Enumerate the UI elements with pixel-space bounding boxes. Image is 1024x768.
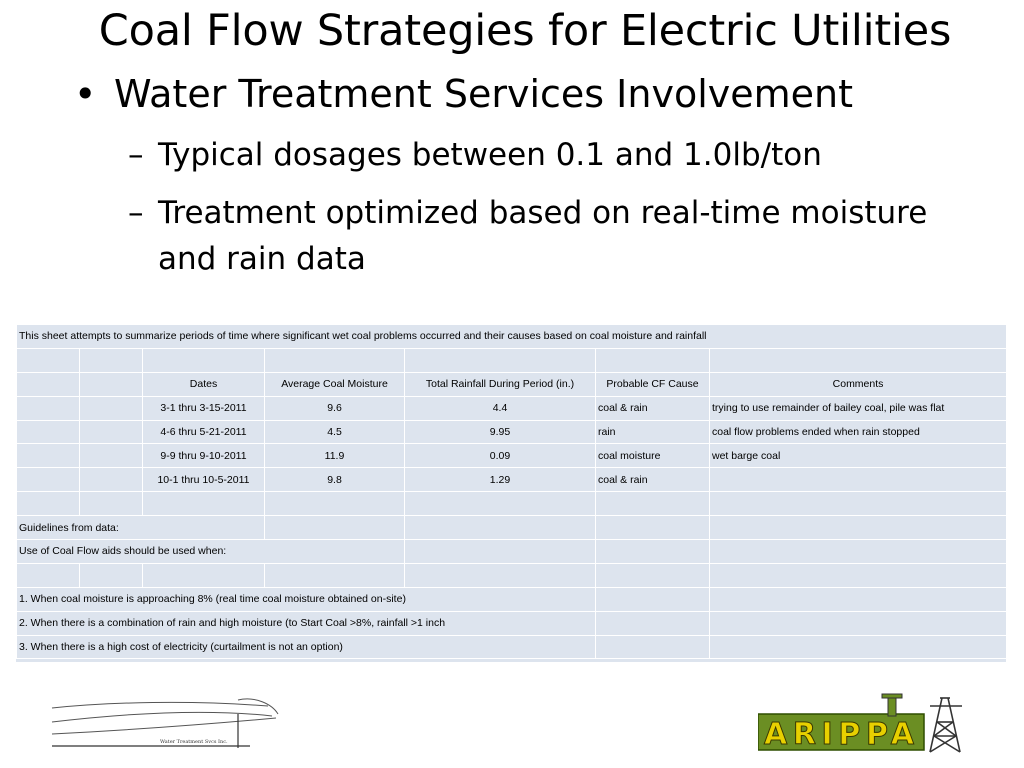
header-dates: Dates <box>143 372 265 396</box>
intro-cell: This sheet attempts to summarize periods of time where significant wet coal problems occurred and their causes based on coal moisture and rainfall <box>17 325 1007 349</box>
guideline-item: 2. When there is a combination of rain and high moisture (to Start Coal >8%, rainfall >1 inch <box>17 611 596 635</box>
cell-comment <box>710 468 1007 492</box>
table-row <box>17 420 1007 444</box>
arippa-text: ARIPPA <box>764 717 914 752</box>
bullet-dot: • <box>74 72 97 116</box>
guidelines-label: Guidelines from data: <box>17 516 265 540</box>
cell-cause: coal & rain <box>596 396 710 420</box>
cell-cause: coal & rain <box>596 468 710 492</box>
cell-cause: coal moisture <box>596 444 710 468</box>
cell-dates: 3-1 thru 3-15-2011 <box>143 396 265 420</box>
slide-title: Coal Flow Strategies for Electric Utilities <box>98 6 952 56</box>
sub-bullet-dosages <box>128 132 822 178</box>
intro-row <box>17 325 1007 349</box>
water-treatment-logo <box>50 694 280 752</box>
cell-moisture: 9.8 <box>265 468 405 492</box>
cell-moisture: 4.5 <box>265 420 405 444</box>
blank-row <box>17 348 1007 372</box>
cell-rainfall: 1.29 <box>405 468 596 492</box>
table-row <box>17 396 1007 420</box>
guideline-row <box>17 587 1007 611</box>
coal-data-table <box>16 324 1007 659</box>
main-bullet-text: Water Treatment Services Involvement <box>114 72 853 116</box>
cell-comment: trying to use remainder of bailey coal, pile was flat <box>710 396 1007 420</box>
cell-comment: wet barge coal <box>710 444 1007 468</box>
cell-cause: rain <box>596 420 710 444</box>
guideline-item: 1. When coal moisture is approaching 8% (real time coal moisture obtained on-site) <box>17 587 596 611</box>
cell-rainfall: 4.4 <box>405 396 596 420</box>
header-rainfall: Total Rainfall During Period (in.) <box>405 372 596 396</box>
sub-bullet-treatment <box>128 190 1008 282</box>
dash-marker: – <box>128 195 144 231</box>
use-label: Use of Coal Flow aids should be used when: <box>17 540 405 564</box>
header-cause: Probable CF Cause <box>596 372 710 396</box>
main-bullet <box>74 70 853 118</box>
cell-comment: coal flow problems ended when rain stopped <box>710 420 1007 444</box>
dash-marker: – <box>128 137 144 173</box>
cell-rainfall: 9.95 <box>405 420 596 444</box>
guideline-row <box>17 635 1007 659</box>
sub-bullet-text: Treatment optimized based on real-time moisture <box>158 195 928 231</box>
table-row <box>17 468 1007 492</box>
cell-dates: 4-6 thru 5-21-2011 <box>143 420 265 444</box>
cell-moisture: 11.9 <box>265 444 405 468</box>
table-row <box>17 444 1007 468</box>
tower-icon <box>930 698 962 752</box>
guideline-row <box>17 611 1007 635</box>
logo-caption: Water Treatment Svcs Inc. <box>160 739 228 745</box>
header-comments: Comments <box>710 372 1007 396</box>
cell-dates: 9-9 thru 9-10-2011 <box>143 444 265 468</box>
use-label-row <box>17 540 1007 564</box>
arippa-logo <box>758 692 966 756</box>
cell-moisture: 9.6 <box>265 396 405 420</box>
guidelines-label-row <box>17 516 1007 540</box>
spreadsheet-image <box>16 324 1006 662</box>
guideline-item: 3. When there is a high cost of electricity (curtailment is not an option) <box>17 635 596 659</box>
cell-rainfall: 0.09 <box>405 444 596 468</box>
sub-bullet-text: Typical dosages between 0.1 and 1.0lb/ton <box>158 137 822 173</box>
header-moisture: Average Coal Moisture <box>265 372 405 396</box>
blank-row <box>17 563 1007 587</box>
cell-dates: 10-1 thru 10-5-2011 <box>143 468 265 492</box>
header-row <box>17 372 1007 396</box>
sub-bullet-continuation: and rain data <box>158 241 366 277</box>
blank-row <box>17 492 1007 516</box>
